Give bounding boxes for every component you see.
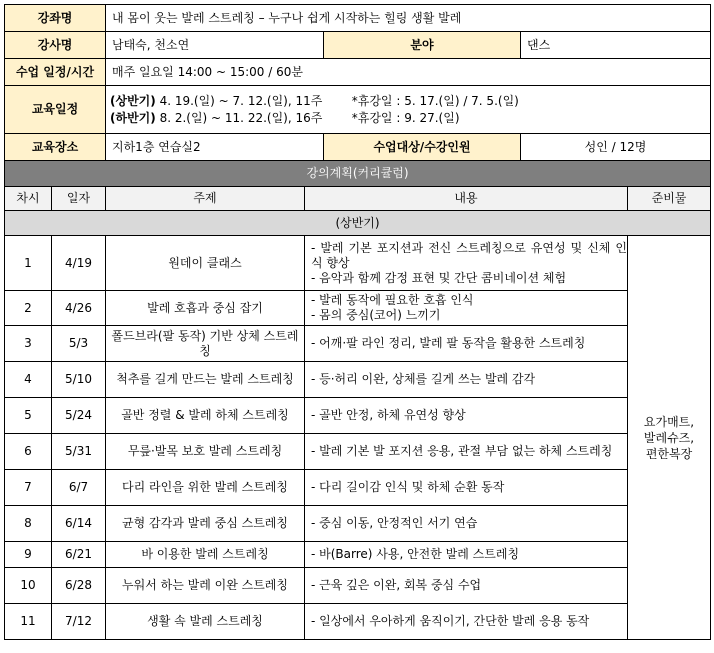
- col-date: 일자: [52, 187, 106, 211]
- column-header-row: [5, 187, 711, 211]
- session-number: 11: [5, 604, 52, 640]
- content-line: - 바(Barre) 사용, 안전한 발레 스트레칭: [311, 547, 520, 561]
- session-date: 5/10: [52, 362, 106, 398]
- content-line: - 어깨·팔 라인 정리, 발레 팔 동작을 활용한 스트레칭: [311, 336, 586, 350]
- col-topic: 주제: [106, 187, 305, 211]
- schedule-row: [5, 59, 711, 86]
- period-second-line: [110, 110, 710, 127]
- session-number: 7: [5, 470, 52, 506]
- col-content: 내용: [305, 187, 628, 211]
- session-content: [305, 398, 628, 434]
- content-line: - 골반 안정, 하체 유연성 향상: [311, 408, 466, 422]
- session-topic: 폴드브라(팔 동작) 기반 상체 스트레칭: [106, 326, 305, 362]
- content-line: - 몸의 중심(코어) 느끼기: [311, 308, 441, 322]
- curriculum-row: [5, 291, 711, 326]
- period-row: [5, 86, 711, 134]
- place-row: [5, 134, 711, 161]
- session-content: [305, 604, 628, 640]
- course-name-value: 내 몸이 웃는 발레 스트레칭 – 누구나 쉽게 시작하는 힐링 생활 발레: [106, 5, 711, 32]
- session-content: [305, 542, 628, 568]
- session-number: 10: [5, 568, 52, 604]
- session-date: 5/31: [52, 434, 106, 470]
- curriculum-row: [5, 236, 711, 291]
- session-number: 9: [5, 542, 52, 568]
- period-value: [106, 86, 711, 134]
- session-date: 6/28: [52, 568, 106, 604]
- session-date: 4/26: [52, 291, 106, 326]
- content-line: - 일상에서 우아하게 움직이기, 간단한 발레 응용 동작: [311, 614, 590, 628]
- place-label: 교육장소: [5, 134, 106, 161]
- period-second-tag: (하반기): [110, 110, 156, 125]
- col-session: 차시: [5, 187, 52, 211]
- session-date: 6/21: [52, 542, 106, 568]
- curriculum-row: [5, 434, 711, 470]
- content-line: - 발레 동작에 필요한 호흡 인식: [311, 293, 474, 307]
- session-topic: 바 이용한 발레 스트레칭: [106, 542, 305, 568]
- curriculum-body: [5, 236, 711, 640]
- content-line: - 발레 기본 발 포지션 응용, 관절 부담 없는 하체 스트레칭: [311, 444, 613, 458]
- session-content: [305, 236, 628, 291]
- field-label: 분야: [324, 32, 521, 59]
- session-date: 5/24: [52, 398, 106, 434]
- period-first-dates: 4. 19.(일) ~ 7. 12.(일), 11주: [155, 93, 323, 108]
- content-line: - 중심 이동, 안정적인 서기 연습: [311, 516, 478, 530]
- session-date: 6/14: [52, 506, 106, 542]
- course-name-label: 강좌명: [5, 5, 106, 32]
- session-content: [305, 506, 628, 542]
- session-topic: 누워서 하는 발레 이완 스트레칭: [106, 568, 305, 604]
- target-value: 성인 / 12명: [521, 134, 711, 161]
- content-line: - 다리 길이감 인식 및 하체 순환 동작: [311, 480, 505, 494]
- curriculum-row: [5, 568, 711, 604]
- session-topic: 생활 속 발레 스트레칭: [106, 604, 305, 640]
- session-content: [305, 291, 628, 326]
- curriculum-row: [5, 542, 711, 568]
- period-second-off: *휴강일 : 9. 27.(일): [351, 110, 460, 125]
- period-first-line: [110, 93, 710, 110]
- session-number: 1: [5, 236, 52, 291]
- session-topic: 균형 감각과 발레 중심 스트레칭: [106, 506, 305, 542]
- curriculum-row: [5, 362, 711, 398]
- curriculum-row: [5, 604, 711, 640]
- session-number: 6: [5, 434, 52, 470]
- session-date: 4/19: [52, 236, 106, 291]
- content-line: - 근육 깊은 이완, 회복 중심 수업: [311, 578, 482, 592]
- curriculum-header-row: [5, 161, 711, 187]
- session-number: 5: [5, 398, 52, 434]
- instructor-value: 남태숙, 천소연: [106, 32, 324, 59]
- syllabus-table: [4, 4, 711, 640]
- session-topic: 다리 라인을 위한 발레 스트레칭: [106, 470, 305, 506]
- session-topic: 골반 정렬 & 발레 하체 스트레칭: [106, 398, 305, 434]
- curriculum-row: [5, 470, 711, 506]
- instructor-row: [5, 32, 711, 59]
- period-first-off: *휴강일 : 5. 17.(일) / 7. 5.(일): [351, 93, 519, 108]
- schedule-label: 수업 일정/시간: [5, 59, 106, 86]
- session-topic: 원데이 클래스: [106, 236, 305, 291]
- session-number: 4: [5, 362, 52, 398]
- session-content: [305, 326, 628, 362]
- session-content: [305, 434, 628, 470]
- curriculum-row: [5, 506, 711, 542]
- session-topic: 발레 호흡과 중심 잡기: [106, 291, 305, 326]
- content-line: - 등·허리 이완, 상체를 길게 쓰는 발레 감각: [311, 372, 536, 386]
- session-date: 6/7: [52, 470, 106, 506]
- session-date: 7/12: [52, 604, 106, 640]
- place-value: 지하1층 연습실2: [106, 134, 324, 161]
- session-content: [305, 362, 628, 398]
- session-topic: 무릎·발목 보호 발레 스트레칭: [106, 434, 305, 470]
- session-topic: 척추를 길게 만드는 발레 스트레칭: [106, 362, 305, 398]
- section-label: (상반기): [5, 211, 711, 236]
- session-content: [305, 470, 628, 506]
- session-number: 8: [5, 506, 52, 542]
- schedule-value: 매주 일요일 14:00 ~ 15:00 / 60분: [106, 59, 711, 86]
- curriculum-row: [5, 326, 711, 362]
- section-row: [5, 211, 711, 236]
- instructor-label: 강사명: [5, 32, 106, 59]
- period-first-tag: (상반기): [110, 93, 156, 108]
- content-line: - 발레 기본 포지션과 전신 스트레칭으로 유연성 및 신체 인식 향상: [311, 240, 627, 270]
- target-label: 수업대상/수강인원: [324, 134, 521, 161]
- session-date: 5/3: [52, 326, 106, 362]
- session-number: 2: [5, 291, 52, 326]
- col-materials: 준비물: [628, 187, 711, 211]
- session-content: [305, 568, 628, 604]
- session-number: 3: [5, 326, 52, 362]
- curriculum-row: [5, 398, 711, 434]
- materials-cell: 요가매트, 발레슈즈, 편한복장: [628, 236, 711, 640]
- field-value: 댄스: [521, 32, 711, 59]
- course-name-row: [5, 5, 711, 32]
- content-line: - 음악과 함께 감정 표현 및 간단 콤비네이션 체험: [311, 270, 567, 285]
- period-label: 교육일정: [5, 86, 106, 134]
- curriculum-header: 강의계획(커리큘럼): [5, 161, 711, 187]
- period-second-dates: 8. 2.(일) ~ 11. 22.(일), 16주: [155, 110, 323, 125]
